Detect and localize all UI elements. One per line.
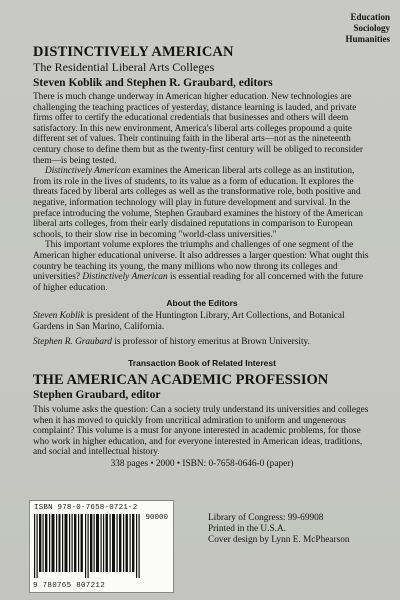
price-code: 90000 [145,514,168,522]
description-paragraph [33,166,371,240]
book-subtitle: The Residential Liberal Arts Colleges [33,60,215,74]
cover-design-credit: Cover design by Lynn E. McPhearson [208,535,350,545]
related-book-heading: Transaction Book of Related Interest [128,358,276,369]
subject-label: Education [350,12,390,22]
subject-label: Humanities [345,34,390,44]
cover-copy [33,44,371,470]
paragraph-text: There is much change underway in American higher education. New technologies are challenging the teaching practices of yesterday, distance learning is lauded, and private firms offer to certify the educational credentials that businesses and others will deem satisfactory. In this new environment, America's liberal arts colleges propound a quite different set of values. Their continuing faith in the liberal arts—not as the nineteenth century chose to define them but as the twenty-first century will be obliged to reconsider them—is being tested. [33,92,363,166]
related-book-title: THE AMERICAN ACADEMIC PROFESSION [33,372,329,389]
bio-text: is president of the Huntington Library, Art Collections, and Botanical Gardens in San Marino, California. [33,311,345,332]
italic-title: Distinctively American [45,166,131,177]
subject-categories [345,12,390,45]
colophon [208,513,350,546]
book-editors: Steven Koblik and Stephen R. Graubard, editors [33,77,273,89]
description-paragraph [33,92,371,166]
barcode-bars-icon [32,514,144,578]
subject-label: Sociology [353,23,390,33]
lccn-text: Library of Congress: 99-69908 [208,513,324,523]
related-book-pubinfo: 338 pages • 2000 • ISBN: 0-7658-0646-0 (paper) [110,459,294,470]
editor-bio [33,311,371,332]
paragraph-text: is essential reading for all concerned with the future of higher education. [33,272,364,293]
description-paragraph [33,240,371,293]
paragraph-text: examines the American liberal arts college as an institution, from its role in the lives of students, to its value as a form of education. It explores the threats faced by liberal arts colleges as well as the transformative role, both positive and negative, information technology will play in future development and survival. In the preface introducing the volume, Stephen Graubard examines the history of the American liberal arts colleges, from their early disdained reputations in comparison to European schools, to their slow rise in becoming "world-class universities." [33,166,363,240]
bio-text: is professor of history emeritus at Brown University. [111,337,310,348]
barcode-digits: 9 780765 807212 [33,582,106,590]
printed-text: Printed in the U.S.A. [208,524,286,534]
editor-name: Stephen R. Graubard [33,337,112,348]
editor-name: Steven Koblik [33,311,85,322]
related-book-editor: Stephen Graubard, editor [33,389,161,402]
related-book-description: This volume asks the question: Can a society truly understand its universities and colleges when it has moved to quickly from uncritical admiration to uniform and ungenerous complaint? This volume is a must for anyone interested in academic problems, for those who work in higher education, and for everyone interested in American ideas, traditions, and social and intellectual history. [33,405,369,458]
editor-bio [33,337,371,348]
isbn-barcode [29,500,174,593]
isbn-label: ISBN 978-0-7658-0721-2 [34,504,138,512]
book-title: DISTINCTIVELY AMERICAN [33,44,234,60]
paragraph-text: This important volume explores the triumphs and challenges of one segment of the American higher educational universe. It also addresses a larger question: What ought this country be teaching its young, the many millions who now throng its colleges and universities? [33,240,369,283]
italic-title: Distinctively American [82,272,168,283]
about-editors-heading: About the Editors [166,298,238,309]
